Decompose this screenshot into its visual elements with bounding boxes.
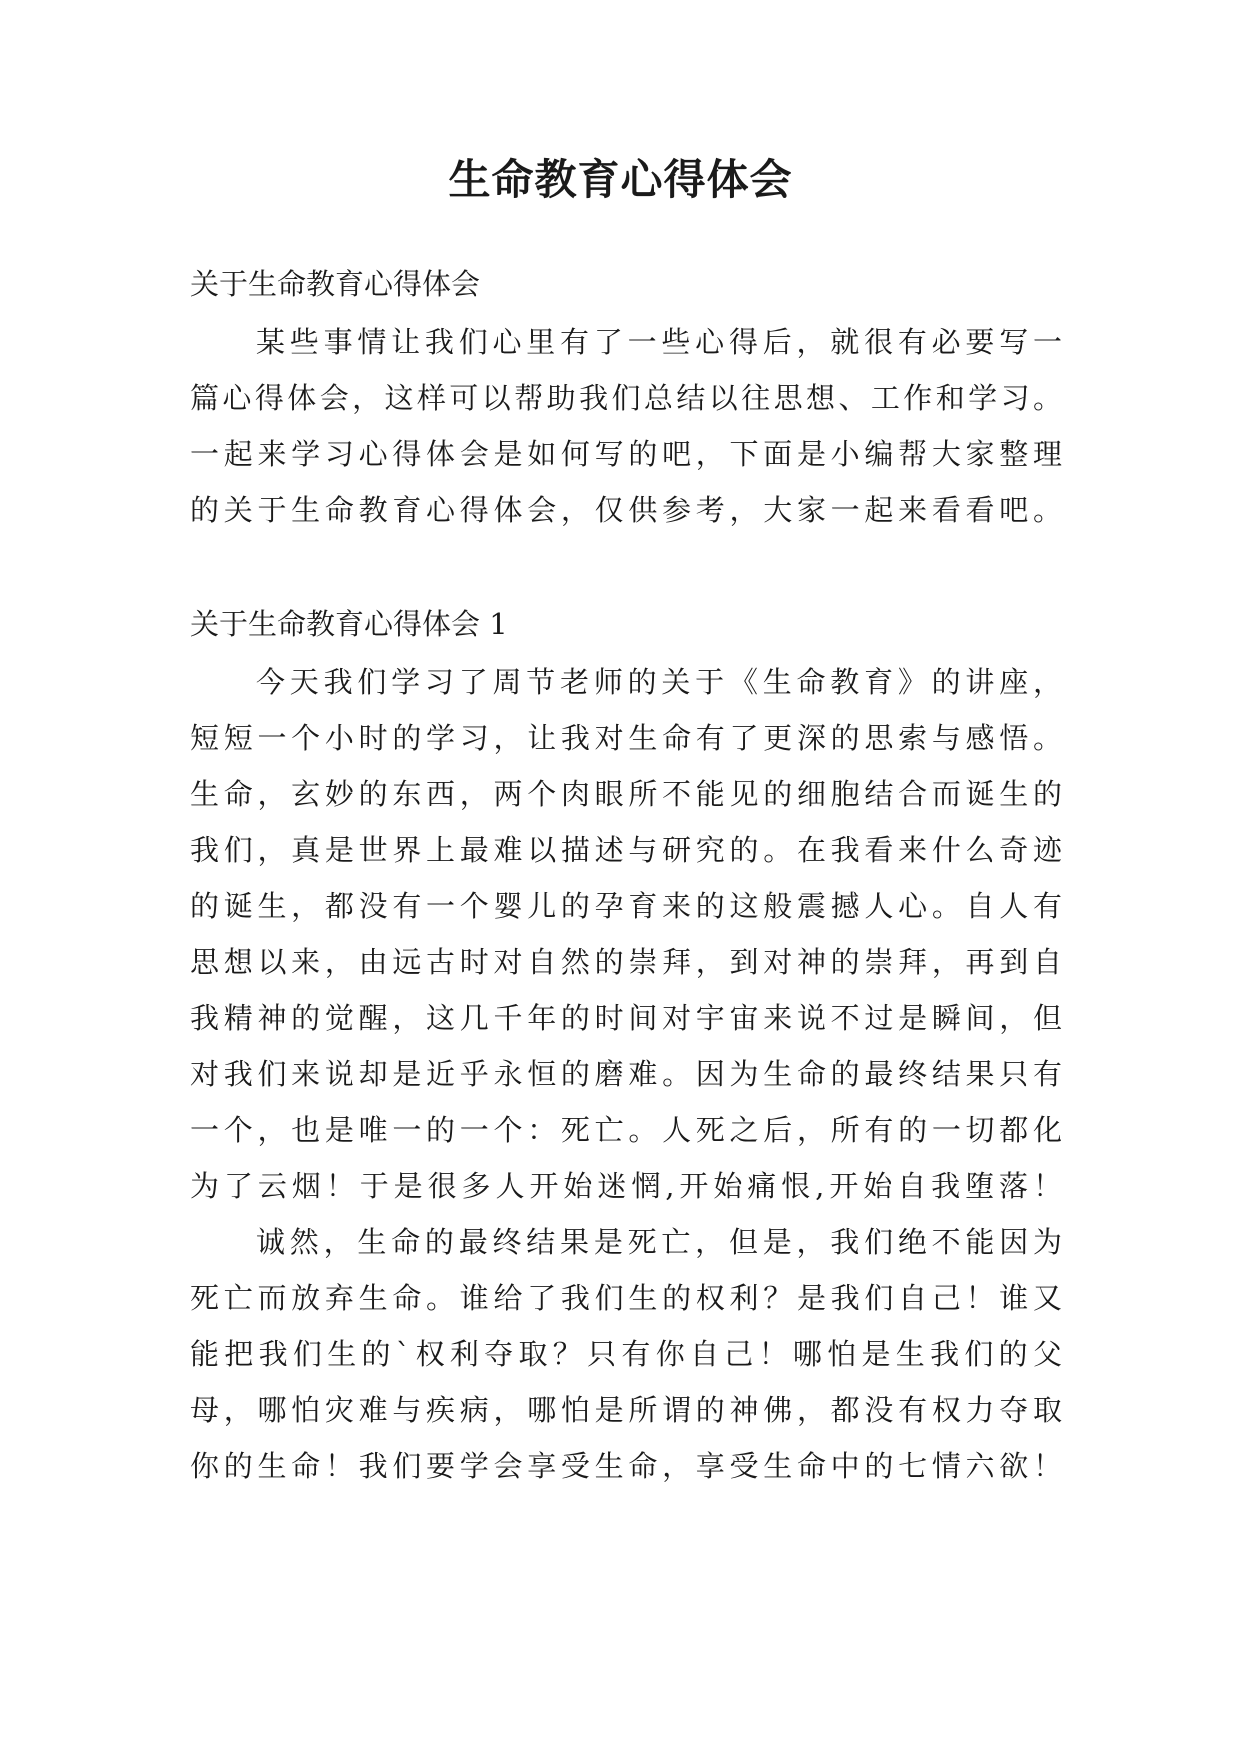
paragraph-line: 一起来学习心得体会是如何写的吧，下面是小编帮大家整理 (190, 437, 1062, 471)
paragraph-line: 为了云烟！于是很多人开始迷惘,开始痛恨,开始自我堕落！ (190, 1169, 1062, 1203)
paragraph-line: 我们，真是世界上最难以描述与研究的。在我看来什么奇迹 (190, 833, 1062, 867)
paragraph-line: 短短一个小时的学习，让我对生命有了更深的思索与感悟。 (190, 721, 1062, 755)
paragraph-line: 的诞生，都没有一个婴儿的孕育来的这般震撼人心。自人有 (190, 889, 1062, 923)
paragraph-line: 篇心得体会，这样可以帮助我们总结以往思想、工作和学习。 (190, 381, 1062, 415)
paragraph-line: 对我们来说却是近乎永恒的磨难。因为生命的最终结果只有 (190, 1057, 1062, 1091)
paragraph-line: 能把我们生的`权利夺取？只有你自己！哪怕是生我们的父 (190, 1337, 1062, 1371)
paragraph-line: 今天我们学习了周节老师的关于《生命教育》的讲座， (256, 665, 1062, 699)
paragraph-line: 母，哪怕灾难与疾病，哪怕是所谓的神佛，都没有权力夺取 (190, 1393, 1062, 1427)
paragraph-line: 的关于生命教育心得体会，仅供参考，大家一起来看看吧。 (190, 493, 1062, 527)
paragraph-line: 你的生命！我们要学会享受生命，享受生命中的七情六欲！ (190, 1449, 1062, 1483)
document-title: 生命教育心得体会 (448, 155, 793, 204)
paragraph-line: 死亡而放弃生命。谁给了我们生的权利？是我们自己！谁又 (190, 1281, 1062, 1315)
paragraph-line: 思想以来，由远古时对自然的崇拜，到对神的崇拜，再到自 (190, 945, 1062, 979)
paragraph-line: 生命，玄妙的东西，两个肉眼所不能见的细胞结合而诞生的 (190, 777, 1062, 811)
section-heading: 关于生命教育心得体会 1 (190, 607, 508, 641)
paragraph-line: 某些事情让我们心里有了一些心得后，就很有必要写一 (256, 325, 1062, 359)
section-heading: 关于生命教育心得体会 (190, 267, 481, 301)
paragraph-line: 我精神的觉醒，这几千年的时间对宇宙来说不过是瞬间，但 (190, 1001, 1062, 1035)
paragraph-line: 一个，也是唯一的一个：死亡。人死之后，所有的一切都化 (190, 1113, 1062, 1147)
paragraph-line: 诚然，生命的最终结果是死亡，但是，我们绝不能因为 (256, 1225, 1062, 1259)
